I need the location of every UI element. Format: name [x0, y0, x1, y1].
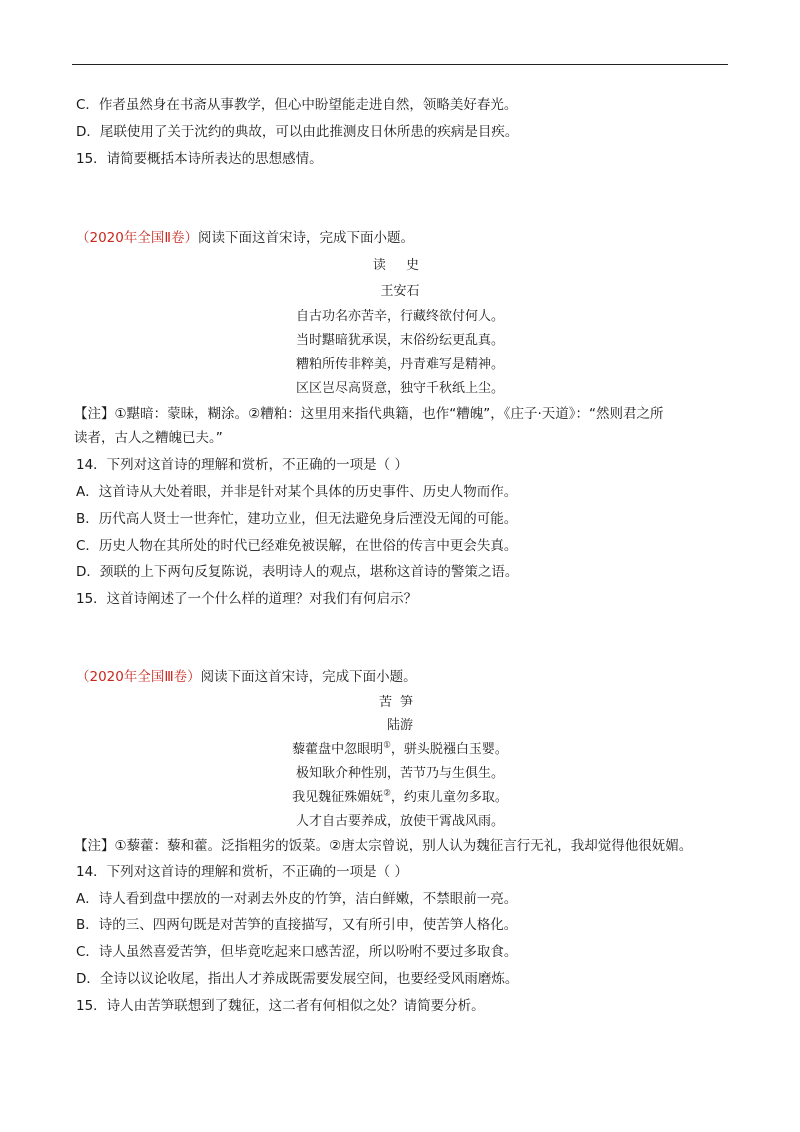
- s3-intro: 阅读下面这首宋诗，完成下面小题。: [200, 669, 417, 685]
- s2-poem-author: 王安石: [380, 284, 420, 299]
- s2-intro-line: [76, 229, 414, 247]
- s3-poem-title: 苦笋: [378, 695, 421, 710]
- s2-question-14: 14．下列对这首诗的理解和赏析，不正确的一项是（ ）: [76, 457, 408, 473]
- s2-poem-line-2: 当时黮暗犹承误，末俗纷纭更乱真。: [295, 333, 504, 348]
- s3-option-d: D．全诗以议论收尾，指出人才养成既需要发展空间，也要经受风雨磨炼。: [76, 971, 519, 987]
- s2-option-a: A．这首诗从大处着眼，并非是针对某个具体的历史事件、历史人物而作。: [76, 484, 518, 500]
- s2-intro: 阅读下面这首宋诗，完成下面小题。: [198, 230, 415, 246]
- s3-option-c: C．诗人虽然喜爱苦笋，但毕竟吃起来口感苦涩，所以吩咐不要过多取食。: [76, 944, 518, 960]
- s3-poem-line-3-a: 我见魏征殊媚妩: [292, 790, 384, 805]
- s2-note-line-2: 读者，古人之糟魄已夫。”: [74, 430, 223, 446]
- s3-poem-line-3: [0, 789, 800, 807]
- s1-option-d: D．尾联使用了关于沈约的典故，可以由此推测皮日休所患的疾病是目疾。: [76, 124, 519, 140]
- s3-question-14: 14．下列对这首诗的理解和赏析，不正确的一项是（ ）: [76, 864, 408, 880]
- footnote-mark-1: ①: [383, 740, 391, 751]
- footnote-mark-2: ②: [383, 788, 391, 799]
- s1-option-c: C．作者虽然身在书斋从事教学，但心中盼望能走进自然，领略美好春光。: [76, 97, 518, 113]
- s3-source: （2020年全国Ⅲ卷）: [76, 669, 201, 685]
- header-rule: [72, 64, 728, 65]
- s3-intro-line: [76, 668, 417, 686]
- s2-poem-line-3: 糟粕所传非粹美，丹青难写是精神。: [295, 357, 504, 372]
- s2-poem-line-4: 区区岂尽高贤意，独守千秋纸上尘。: [295, 381, 504, 396]
- s3-question-15: 15．诗人由苦笋联想到了魏征，这二者有何相似之处？请简要分析。: [76, 998, 485, 1014]
- s3-poem-line-2: 极知耿介种性别，苦节乃与生俱生。: [295, 766, 504, 781]
- s3-option-a: A．诗人看到盘中摆放的一对剥去外皮的竹笋，洁白鲜嫩，不禁眼前一亮。: [76, 891, 518, 907]
- s3-poem-line-1-b: ，骈头脱襁白玉婴。: [390, 742, 508, 757]
- s3-poem-author: 陆游: [386, 718, 413, 733]
- s2-note-line-1: 【注】①黮暗：蒙昧，糊涂。②糟粕：这里用来指代典籍，也作“糟魄”，《庄子·天道》：“然则君之所: [74, 406, 664, 422]
- s2-option-c: C．历史人物在其所处的时代已经难免被误解，在世俗的传言中更会失真。: [76, 538, 518, 554]
- s2-option-b: B．历代高人贤士一世奔忙，建功立业，但无法避免身后湮没无闻的可能。: [76, 511, 518, 527]
- s2-option-d: D．颈联的上下两句反复陈说，表明诗人的观点，堪称这首诗的警策之语。: [76, 564, 519, 580]
- s2-source: （2020年全国Ⅱ卷）: [76, 230, 199, 246]
- s3-poem-line-1: [0, 741, 800, 759]
- s2-poem-line-1: 自古功名亦苦辛，行藏终欲付何人。: [295, 309, 504, 324]
- s2-poem-title: 读 史: [372, 258, 428, 273]
- s3-note: 【注】①藜藿：藜和藿。泛指粗劣的饭菜。②唐太宗曾说，别人认为魏征言行无礼，我却觉得他很妩媚。: [74, 838, 693, 854]
- s3-poem-line-1-a: 藜藿盘中忽眼明: [292, 742, 384, 757]
- s3-poem-line-3-b: ，约束儿童勿多取。: [390, 790, 508, 805]
- s2-question-15: 15．这首诗阐述了一个什么样的道理？对我们有何启示？: [76, 591, 418, 607]
- s3-option-b: B．诗的三、四两句既是对苦笋的直接描写，又有所引申，使苦笋人格化。: [76, 917, 518, 933]
- s1-question-15: 15．请简要概括本诗所表达的思想感情。: [76, 151, 323, 167]
- s3-poem-line-4: 人才自古要养成，放使干霄战风雨。: [295, 814, 504, 829]
